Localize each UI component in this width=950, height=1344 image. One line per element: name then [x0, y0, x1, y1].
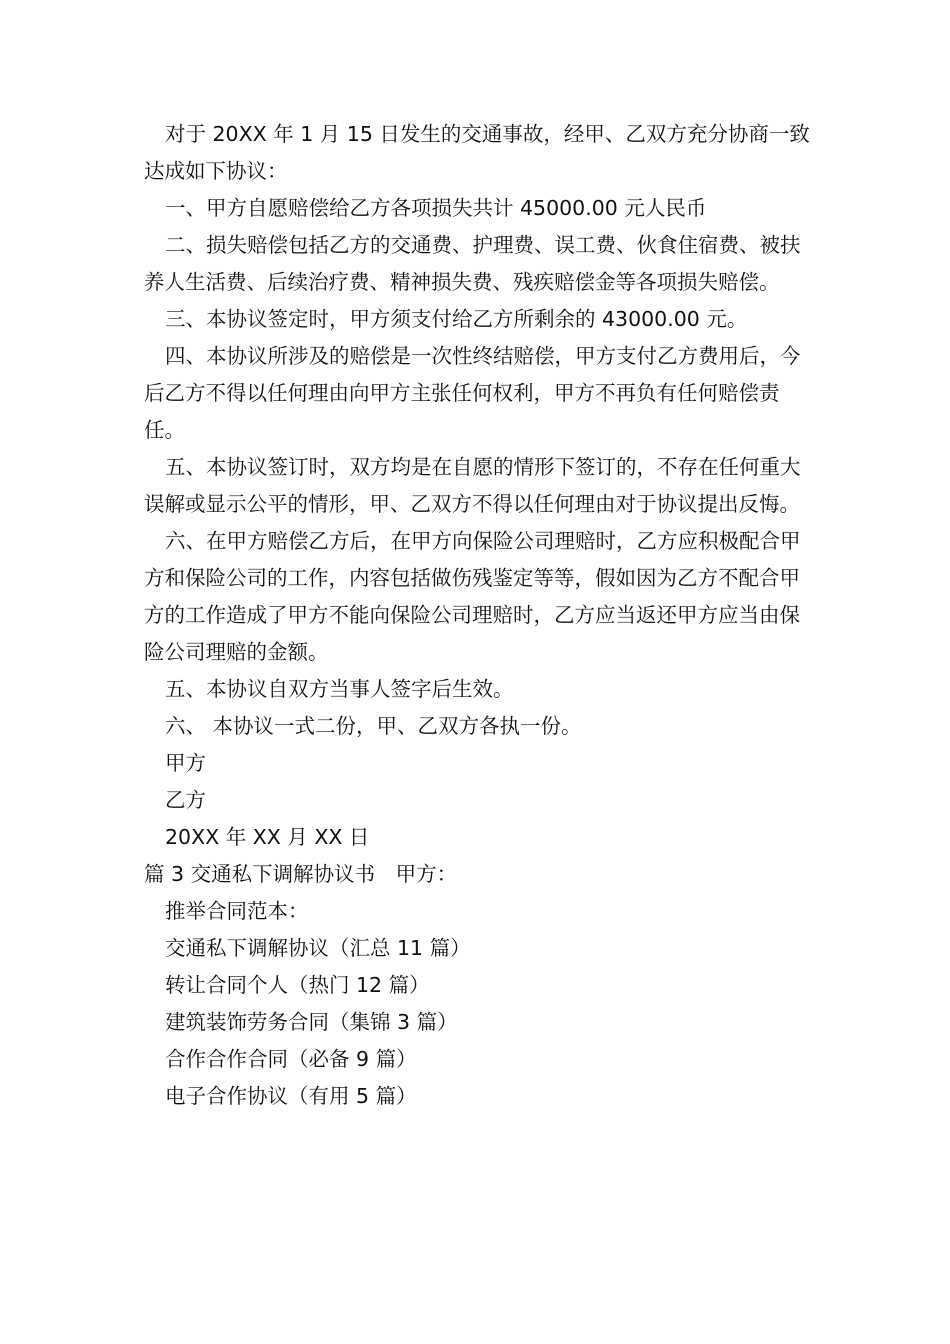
recommend-item[interactable]: 电子合作协议（有用 5 篇）: [165, 1084, 417, 1108]
paragraph-clause-effective: 五、本协议自双方当事人签字后生效。: [165, 677, 514, 701]
paragraph-clause-3: 三、本协议签定时，甲方须支付给乙方所剩余的 43000.00 元。: [165, 307, 748, 331]
paragraph-clause-6: 六、在甲方赔偿乙方后，在甲方向保险公司理赔时，乙方应积极配合甲方和保险公司的工作，内容包括做伤残鉴定等等，假如因为乙方不配合甲方的工作造成了甲方不能向保险公司理赔时，乙方应当返还甲方应当由保险公司理赔的金额。: [144, 529, 801, 664]
paragraph-clause-copies: 六、 本协议一式二份，甲、乙双方各执一份。: [165, 714, 582, 738]
recommend-item[interactable]: 合作合作合同（必备 9 篇）: [165, 1047, 417, 1071]
section-heading: 篇 3 交通私下调解协议书 甲方：: [144, 862, 458, 886]
recommend-item[interactable]: 转让合同个人（热门 12 篇）: [165, 973, 430, 997]
recommend-item[interactable]: 交通私下调解协议（汇总 11 篇）: [165, 936, 471, 960]
paragraph-clause-1: 一、甲方自愿赔偿给乙方各项损失共计 45000.00 元人民币: [165, 196, 707, 220]
recommend-item[interactable]: 建筑装饰劳务合同（集锦 3 篇）: [165, 1010, 458, 1034]
paragraph-clause-5: 五、本协议签订时，双方均是在自愿的情形下签订的，不存在任何重大误解或显示公平的情形，甲、乙双方不得以任何理由对于协议提出反悔。: [144, 455, 801, 516]
signature-date: 20XX 年 XX 月 XX 日: [165, 825, 370, 849]
signature-party-b: 乙方: [165, 788, 206, 812]
paragraph-clause-2: 二、损失赔偿包括乙方的交通费、护理费、误工费、伙食住宿费、被扶养人生活费、后续治疗费、精神损失费、残疾赔偿金等各项损失赔偿。: [144, 233, 801, 294]
document-body: [144, 116, 814, 1115]
signature-party-a: 甲方: [165, 751, 206, 775]
paragraph-clause-4: 四、本协议所涉及的赔偿是一次性终结赔偿，甲方支付乙方费用后，今后乙方不得以任何理由向甲方主张任何权利，甲方不再负有任何赔偿责任。: [144, 344, 801, 442]
paragraph-intro: 对于 20XX 年 1 月 15 日发生的交通事故，经甲、乙双方充分协商一致达成如下协议：: [144, 122, 810, 183]
recommend-label: 推举合同范本：: [165, 899, 309, 923]
